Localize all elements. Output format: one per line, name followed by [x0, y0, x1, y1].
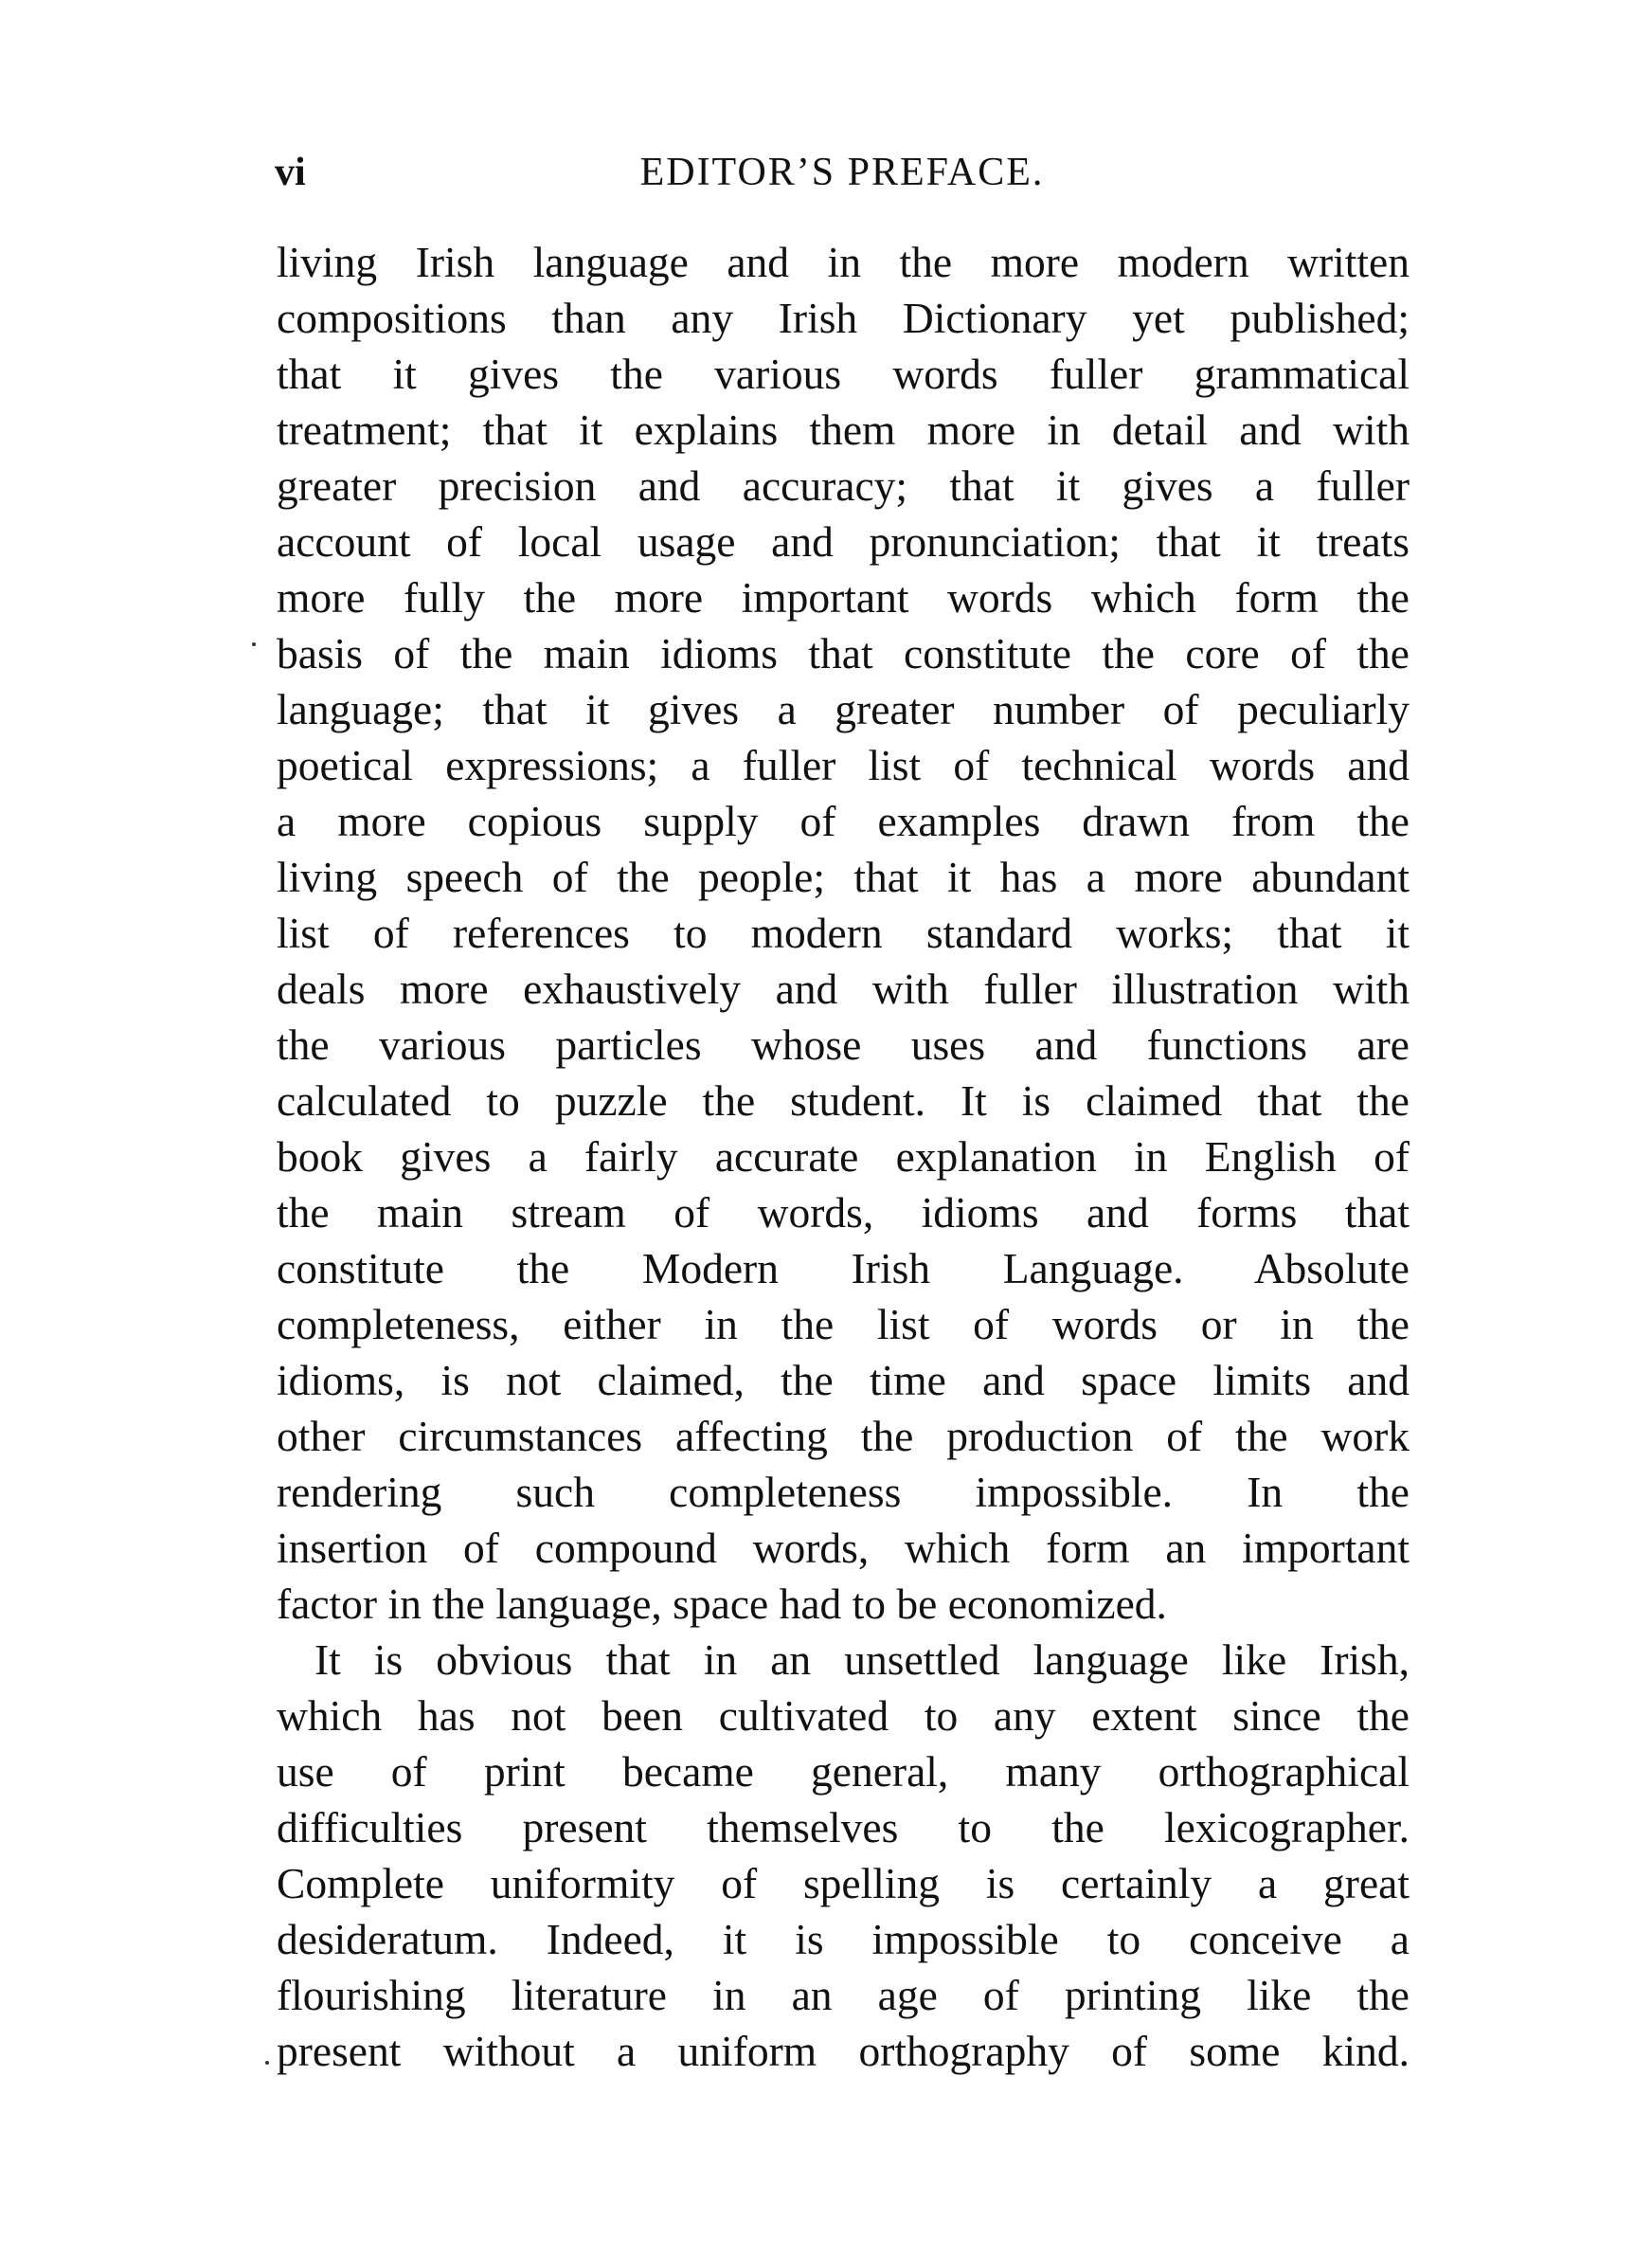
text-line: the various particles whose uses and functions are	[277, 1020, 1410, 1069]
print-speck	[252, 642, 256, 646]
text-line: list of references to modern standard works; that it	[277, 909, 1410, 957]
text-line: It is obvious that in an unsettled language like Irish,	[314, 1635, 1410, 1684]
text-line: which has not been cultivated to any extent since the	[277, 1691, 1410, 1740]
text-line: the main stream of words, idioms and forms that	[277, 1188, 1410, 1237]
text-line: more fully the more important words which form the	[277, 573, 1410, 622]
text-line: difficulties present themselves to the lexicographer.	[277, 1803, 1410, 1851]
text-line: poetical expressions; a fuller list of technical words and	[277, 741, 1410, 789]
text-line: book gives a fairly accurate explanation in English of	[277, 1132, 1410, 1181]
text-line: that it gives the various words fuller grammatical	[277, 350, 1410, 398]
body-text	[277, 234, 1410, 2079]
text-line: insertion of compound words, which form an important	[277, 1524, 1410, 1572]
text-line: idioms, is not claimed, the time and space limits and	[277, 1356, 1410, 1404]
text-line: compositions than any Irish Dictionary yet published;	[277, 294, 1410, 342]
text-line: factor in the language, space had to be economized.	[277, 1580, 1167, 1628]
text-line: flourishing literature in an age of printing like the	[277, 1971, 1410, 2019]
text-line: other circumstances affecting the production of the work	[277, 1412, 1410, 1460]
text-line: calculated to puzzle the student. It is claimed that the	[277, 1076, 1410, 1125]
running-title: EDITOR’S PREFACE.	[639, 151, 1045, 194]
text-line: completeness, either in the list of words or in the	[277, 1300, 1410, 1348]
text-line: constitute the Modern Irish Language. Absolute	[277, 1244, 1410, 1292]
text-line: living speech of the people; that it has a more abundant	[277, 853, 1410, 901]
text-line: use of print became general, many orthographical	[277, 1747, 1410, 1796]
text-line: basis of the main idioms that constitute the core of the	[277, 629, 1410, 677]
text-line: desideratum. Indeed, it is impossible to conceive a	[277, 1915, 1410, 1963]
text-line: present without a uniform orthography of some kind.	[277, 2027, 1410, 2075]
text-line: rendering such completeness impossible. In the	[277, 1468, 1410, 1516]
text-line: treatment; that it explains them more in detail and with	[277, 406, 1410, 454]
text-line: Complete uniformity of spelling is certainly a great	[277, 1859, 1410, 1907]
text-line: living Irish language and in the more modern written	[277, 238, 1410, 286]
running-head	[275, 144, 1410, 201]
text-line: deals more exhaustively and with fuller illustration with	[277, 965, 1410, 1013]
text-line: greater precision and accuracy; that it gives a fuller	[277, 461, 1410, 510]
text-line: account of local usage and pronunciation; that it treats	[277, 517, 1410, 566]
text-line: a more copious supply of examples drawn from the	[277, 797, 1410, 845]
text-line: language; that it gives a greater number of peculiarly	[277, 685, 1410, 733]
print-speck	[265, 2061, 269, 2065]
page-number: vi	[275, 151, 306, 194]
